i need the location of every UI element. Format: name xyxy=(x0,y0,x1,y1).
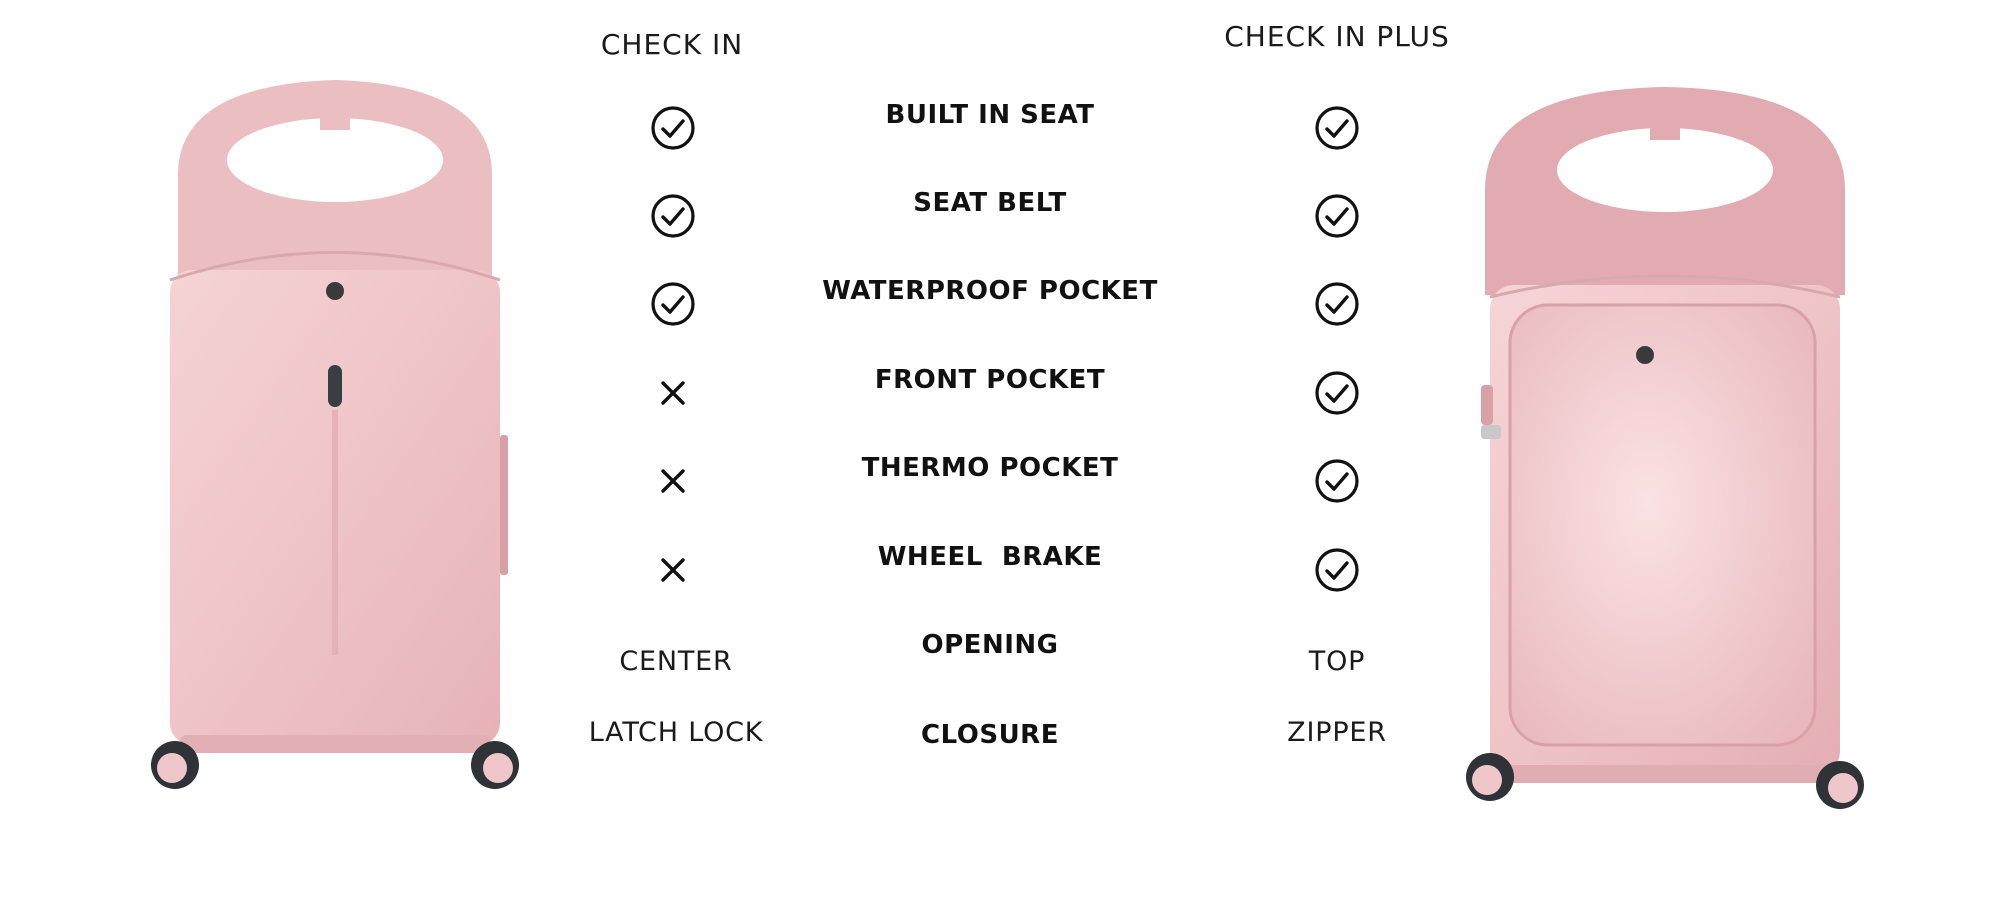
column-title-check-in-plus: CHECK IN PLUS xyxy=(1224,20,1450,53)
check-icon xyxy=(650,193,696,239)
check-icon xyxy=(650,281,696,327)
feature-label: WHEEL BRAKE xyxy=(877,542,1103,572)
check-icon xyxy=(1314,105,1360,151)
check-icon xyxy=(1314,458,1360,504)
feature-label: SEAT BELT xyxy=(913,188,1067,218)
check-icon xyxy=(1314,281,1360,327)
check-in-spec-value: LATCH LOCK xyxy=(588,717,764,748)
cross-icon xyxy=(650,458,696,504)
cross-icon xyxy=(650,370,696,416)
check-in-plus-spec-value: ZIPPER xyxy=(1287,717,1387,748)
feature-label: FRONT POCKET xyxy=(874,365,1106,395)
spec-label: CLOSURE xyxy=(921,720,1059,750)
cross-icon xyxy=(650,547,696,593)
spec-label: OPENING xyxy=(921,630,1059,660)
feature-label: BUILT IN SEAT xyxy=(885,100,1095,130)
check-in-suitcase-image xyxy=(140,75,530,795)
check-icon xyxy=(1314,547,1360,593)
check-icon xyxy=(1314,193,1360,239)
check-icon xyxy=(650,105,696,151)
feature-label: WATERPROOF POCKET xyxy=(822,276,1158,306)
check-in-plus-spec-value: TOP xyxy=(1308,646,1366,677)
column-title-check-in: CHECK IN xyxy=(600,28,744,61)
check-in-plus-suitcase-image xyxy=(1465,85,1865,815)
check-icon xyxy=(1314,370,1360,416)
feature-label: THERMO POCKET xyxy=(861,453,1119,483)
check-in-spec-value: CENTER xyxy=(619,646,733,677)
